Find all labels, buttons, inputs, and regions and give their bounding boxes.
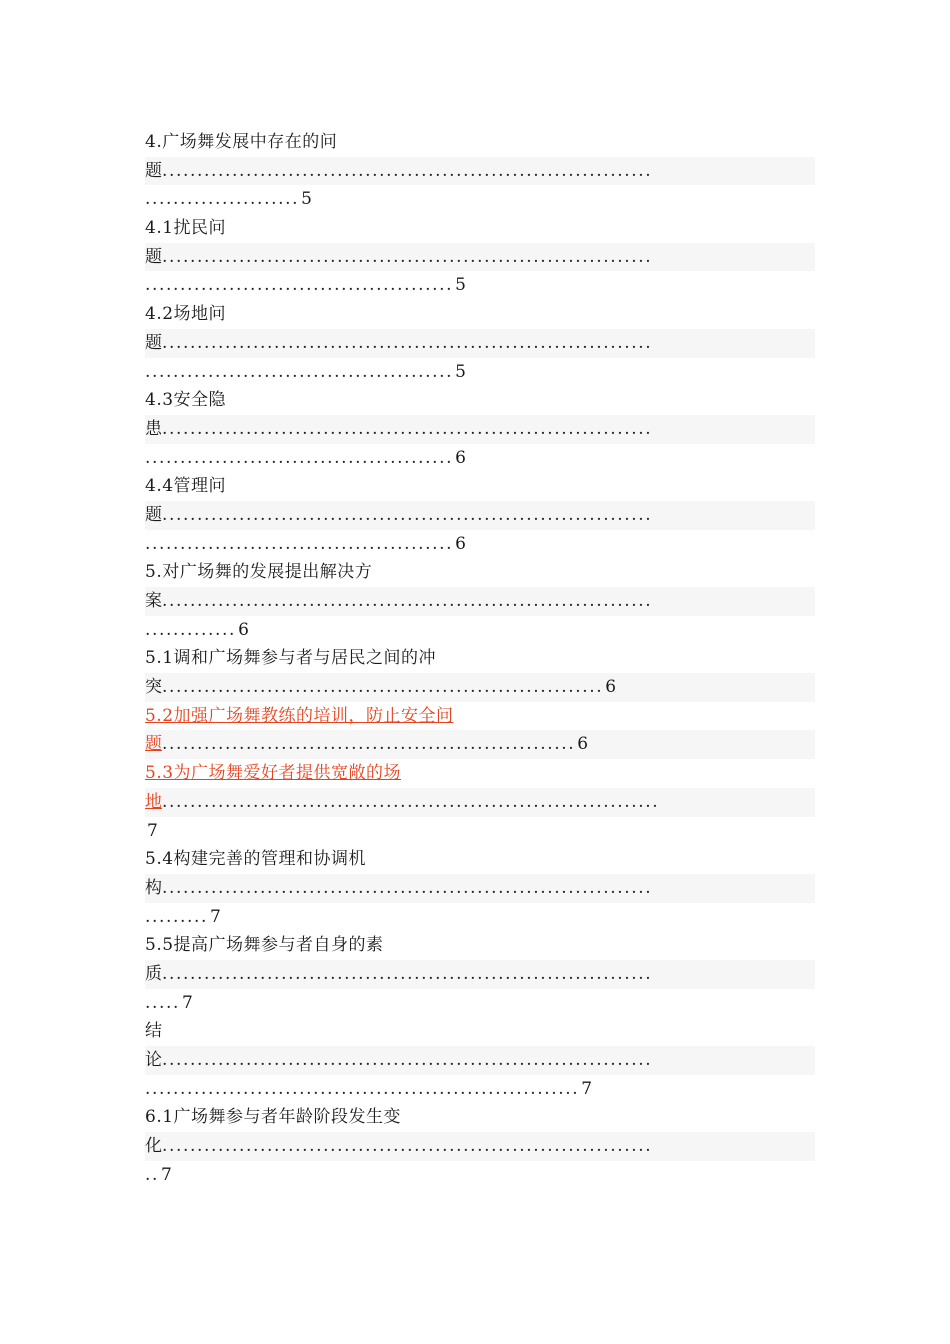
toc-page-number: 6	[605, 677, 617, 698]
toc-entry-continuation	[145, 989, 815, 1018]
toc-entry-title: 5.对广场舞的发展提出解决方	[145, 562, 373, 583]
toc-entry-title: 4.1扰民问	[145, 218, 227, 239]
toc-page-number: 5	[455, 275, 466, 296]
toc-dot-leader: ......................................................................	[162, 504, 653, 525]
toc-entry-leader-line	[145, 329, 815, 358]
toc-entry-heading	[145, 845, 815, 874]
toc-entry-lead-char: 案	[145, 591, 162, 611]
toc-page-number: 6	[238, 619, 249, 640]
toc-dot-leader: ......................................................................	[162, 160, 653, 181]
toc-entry-lead-char: 构	[145, 877, 162, 898]
toc-page-number: 7	[147, 820, 158, 841]
toc-entry-heading	[145, 644, 815, 673]
toc-entry-lead-char: 题	[145, 246, 162, 267]
toc-dot-leader: ......................................................................	[162, 246, 653, 267]
toc-entry-heading	[145, 472, 815, 501]
toc-entry-leader-line	[145, 960, 815, 989]
toc-entry-lead-char: 题	[145, 160, 162, 181]
toc-entry-title: 5.5提高广场舞参与者自身的素	[145, 935, 384, 956]
toc-entry-continuation	[145, 530, 815, 559]
toc-dot-leader: ............................................	[145, 275, 454, 296]
toc-entry-leader-line	[145, 157, 815, 186]
toc-entry-leader-line[interactable]	[145, 788, 815, 817]
toc-entry-leader-line	[145, 874, 815, 903]
toc-dot-leader: ............................................	[145, 533, 454, 554]
toc-dot-leader: ......................................................................	[162, 963, 653, 984]
toc-entry-title: 结	[145, 1021, 163, 1042]
toc-entry-leader-line	[145, 243, 815, 272]
toc-entry-title: 4.广场舞发展中存在的问	[145, 132, 338, 152]
toc-entry-leader-line	[145, 587, 815, 616]
toc-entry-lead-char: 题	[145, 504, 162, 525]
toc-entry-title: 6.1广场舞参与者年龄阶段发生变	[145, 1107, 402, 1128]
toc-entry-leader-line[interactable]	[145, 730, 815, 759]
toc-entry-title: 5.1调和广场舞参与者与居民之间的冲	[145, 648, 437, 669]
toc-dot-leader: ............................................	[145, 361, 454, 382]
toc-dot-leader: .........	[145, 906, 209, 927]
toc-entry-continuation	[145, 271, 815, 300]
toc-entry-heading	[145, 300, 815, 329]
toc-dot-leader: ......................................................................	[162, 418, 653, 439]
toc-entry-continuation	[145, 903, 815, 932]
toc-entry-lead-char: 化	[145, 1136, 162, 1157]
toc-page-number: 5	[455, 361, 466, 382]
toc-dot-leader: ..............................................................	[145, 1078, 580, 1099]
toc-dot-leader: ..	[145, 1164, 160, 1185]
toc-entry-lead-char[interactable]: 地	[145, 791, 162, 812]
toc-entry-lead-char: 质	[145, 963, 162, 984]
toc-dot-leader: ......................................................................	[162, 1136, 653, 1157]
toc-entry-leader-line	[145, 501, 815, 530]
toc-entry-heading	[145, 386, 815, 415]
toc-entry-heading	[145, 214, 815, 243]
toc-page-number: 7	[581, 1078, 593, 1099]
toc-entry-continuation	[145, 616, 815, 645]
toc-page-number: 7	[210, 906, 221, 927]
toc-entry-continuation	[145, 1161, 815, 1190]
toc-dot-leader: ......................	[145, 189, 300, 210]
toc-entry-lead-char: 论	[145, 1050, 162, 1070]
toc-entry-continuation	[145, 817, 815, 846]
toc-entry-leader-line	[145, 415, 815, 444]
toc-entry-continuation	[145, 358, 815, 387]
toc-dot-leader: .......................................................................	[162, 791, 660, 812]
toc-page-number: 7	[182, 992, 193, 1013]
toc-entry-heading	[145, 931, 815, 960]
toc-page-number: 5	[301, 189, 312, 210]
toc-dot-leader: ......................................................................	[162, 1050, 653, 1070]
toc-dot-leader: .............	[145, 619, 237, 640]
toc-dot-leader: ......................................................................	[162, 591, 653, 611]
toc-dot-leader: ...........................................................	[162, 734, 576, 755]
toc-page-number: 7	[161, 1164, 172, 1185]
toc-entry-heading[interactable]	[145, 759, 815, 788]
toc-entry-title: 4.2场地问	[145, 304, 227, 325]
toc-entry-lead-char[interactable]: 题	[145, 734, 162, 755]
toc-entry-leader-line	[145, 1046, 815, 1075]
toc-entry-continuation	[145, 185, 815, 214]
toc-entry-title: 5.4构建完善的管理和协调机	[145, 849, 367, 870]
toc-entry-heading[interactable]	[145, 702, 815, 731]
toc-dot-leader: ...............................................................	[162, 677, 604, 698]
toc-page-number: 6	[455, 533, 466, 554]
toc-entry-title[interactable]: 5.3为广场舞爱好者提供宽敞的场	[145, 763, 402, 784]
toc-entry-leader-line	[145, 1132, 815, 1161]
toc-page-number: 6	[455, 447, 466, 468]
toc-entry-heading	[145, 1103, 815, 1132]
toc-dot-leader: .....	[145, 992, 181, 1013]
toc-entry-continuation	[145, 444, 815, 473]
toc-entry-title: 4.3安全隐	[145, 390, 227, 411]
toc-entry-heading	[145, 558, 815, 587]
toc-page-number: 6	[577, 734, 589, 755]
toc-entry-continuation	[145, 1075, 815, 1104]
toc-entry-heading	[145, 1017, 815, 1046]
toc-entry-title: 4.4管理问	[145, 476, 227, 497]
toc-entry-lead-char: 患	[145, 418, 162, 439]
toc-entry-lead-char: 题	[145, 332, 162, 353]
toc-dot-leader: ......................................................................	[162, 332, 653, 353]
toc-entry-title[interactable]: 5.2加强广场舞教练的培训，防止安全问	[145, 705, 454, 726]
toc-dot-leader: ......................................................................	[162, 877, 653, 898]
toc-dot-leader: ............................................	[145, 447, 454, 468]
toc-entry-lead-char: 突	[145, 677, 162, 698]
toc-entry-leader-line	[145, 673, 815, 702]
toc-entry-heading	[145, 128, 815, 157]
table-of-contents	[145, 128, 815, 1189]
